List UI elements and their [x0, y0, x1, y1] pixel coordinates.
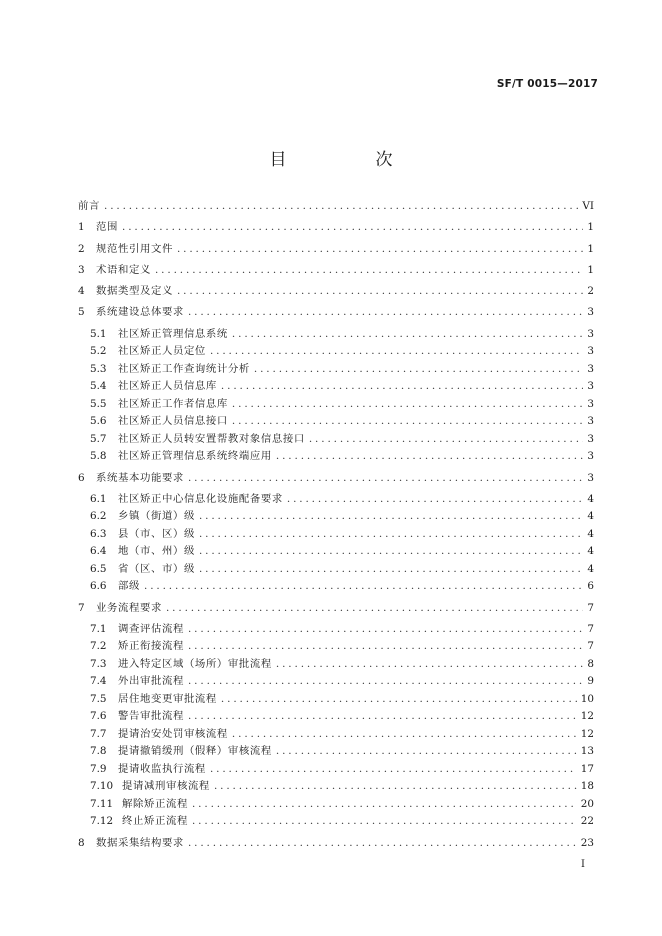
toc-entry[interactable]	[78, 543, 594, 561]
toc-entry-title: 社区矫正人员信息接口	[118, 415, 228, 428]
toc-entry[interactable]	[78, 578, 594, 596]
toc-dot-leader	[309, 431, 584, 449]
toc-entry-number: 5.2	[90, 345, 107, 358]
page-title: 目 次	[269, 150, 429, 170]
toc-entry-number: 6.2	[90, 510, 107, 523]
toc-entry-title: 社区矫正工作者信息库	[118, 397, 228, 410]
toc-dot-leader	[232, 726, 577, 744]
toc-entry-page: 3	[587, 327, 594, 340]
toc-dot-leader	[221, 691, 577, 709]
toc-entry[interactable]	[78, 378, 594, 396]
toc-entry-title: 社区矫正人员定位	[118, 345, 206, 358]
toc-entry-number: 5.3	[90, 362, 107, 375]
toc-entry-page: 1	[587, 263, 594, 276]
toc-entry-page: 3	[587, 397, 594, 410]
toc-entry-page: 3	[587, 362, 594, 375]
toc-dot-leader	[210, 343, 583, 361]
toc-entry[interactable]	[78, 796, 594, 814]
toc-dot-leader	[199, 526, 583, 544]
toc-dot-leader	[287, 491, 584, 509]
toc-entry-title: 解除矫正流程	[122, 797, 188, 810]
toc-dot-leader	[221, 378, 583, 396]
toc-entry[interactable]	[78, 304, 594, 322]
toc-entry-number: 7.3	[90, 657, 107, 670]
toc-entry[interactable]	[78, 262, 594, 280]
toc-entry-page: 20	[580, 797, 594, 810]
toc-entry-page: 4	[587, 545, 594, 558]
toc-entry[interactable]	[78, 198, 594, 216]
toc-entry-title: 提请减刑审核流程	[122, 780, 210, 793]
toc-entry-page: 3	[587, 415, 594, 428]
toc-entry-title: 地（市、州）级	[118, 545, 195, 558]
toc-entry-number: 6.3	[90, 527, 107, 540]
toc-entry[interactable]	[78, 743, 594, 761]
toc-entry-page: 3	[587, 450, 594, 463]
toc-entry-page: 3	[587, 471, 594, 484]
toc-dot-leader	[177, 283, 583, 301]
toc-dot-leader	[188, 835, 577, 853]
toc-entry-title: 县（市、区）级	[118, 527, 195, 540]
toc-dot-leader	[214, 778, 577, 796]
toc-entry[interactable]	[78, 761, 594, 779]
toc-dot-leader	[192, 813, 577, 831]
toc-entry-title: 范围	[96, 221, 118, 234]
toc-entry-number: 5.1	[90, 327, 107, 340]
toc-entry-number: 7.11	[90, 797, 114, 810]
toc-entry-number: 7.1	[90, 622, 107, 635]
toc-entry-number: 4	[78, 285, 85, 298]
toc-entry-number: 7.9	[90, 762, 107, 775]
toc-entry-page: 12	[580, 727, 594, 740]
toc-entry-number: 7	[78, 601, 85, 614]
toc-entry[interactable]	[78, 219, 594, 237]
toc-entry-title: 乡镇（街道）级	[118, 510, 195, 523]
toc-entry-page: 13	[580, 745, 594, 758]
toc-entry-title: 规范性引用文件	[96, 242, 173, 255]
toc-dot-leader	[155, 262, 583, 280]
toc-entry-title: 调查评估流程	[118, 622, 184, 635]
toc-entry[interactable]	[78, 621, 594, 639]
toc-dot-leader	[192, 796, 577, 814]
toc-entry-title: 社区矫正管理信息系统	[118, 327, 228, 340]
toc-entry-page: 4	[587, 562, 594, 575]
toc-entry[interactable]	[78, 691, 594, 709]
toc-entry-title: 社区矫正管理信息系统终端应用	[118, 450, 272, 463]
toc-entry-title: 术语和定义	[96, 263, 151, 276]
toc-entry-title: 社区矫正人员信息库	[118, 380, 217, 393]
table-of-contents	[78, 198, 594, 852]
toc-entry-title: 居住地变更审批流程	[118, 692, 217, 705]
toc-entry[interactable]	[78, 283, 594, 301]
toc-entry-title: 社区矫正工作查询统计分析	[118, 362, 250, 375]
toc-dot-leader	[188, 621, 583, 639]
toc-entry-number: 3	[78, 263, 85, 276]
toc-entry-page: 22	[580, 815, 594, 828]
toc-entry-title: 数据采集结构要求	[96, 836, 184, 849]
toc-entry-title: 省（区、市）级	[118, 562, 195, 575]
toc-entry[interactable]	[78, 448, 594, 466]
toc-dot-leader	[188, 708, 577, 726]
toc-entry-title: 矫正衔接流程	[118, 640, 184, 653]
toc-entry-title: 部级	[118, 580, 140, 593]
toc-entry-page: 4	[587, 492, 594, 505]
toc-entry-page: 7	[587, 601, 594, 614]
page-number: I	[581, 859, 585, 870]
toc-dot-leader	[104, 198, 578, 216]
toc-entry-page: 3	[587, 306, 594, 319]
toc-entry-title: 提请收监执行流程	[118, 762, 206, 775]
toc-entry-page: 18	[580, 780, 594, 793]
toc-entry[interactable]	[78, 396, 594, 414]
toc-entry-title: 进入特定区域（场所）审批流程	[118, 657, 272, 670]
toc-dot-leader	[188, 673, 583, 691]
toc-entry-number: 7.10	[90, 780, 114, 793]
toc-entry-title: 终止矫正流程	[122, 815, 188, 828]
toc-dot-leader	[199, 561, 583, 579]
toc-entry-number: 2	[78, 242, 85, 255]
toc-entry-number: 5.5	[90, 397, 107, 410]
toc-dot-leader	[188, 638, 583, 656]
toc-entry[interactable]	[78, 508, 594, 526]
toc-entry[interactable]	[78, 491, 594, 509]
toc-entry[interactable]	[78, 361, 594, 379]
toc-entry-title: 警告审批流程	[118, 710, 184, 723]
toc-entry-page: 10	[580, 692, 594, 705]
toc-entry-page: 8	[587, 657, 594, 670]
toc-entry-page: 6	[587, 580, 594, 593]
toc-entry-page: 23	[580, 836, 594, 849]
toc-dot-leader	[254, 361, 583, 379]
toc-entry-page: 1	[587, 242, 594, 255]
toc-dot-leader	[276, 448, 584, 466]
toc-entry-page: VI	[582, 200, 594, 212]
toc-entry-title: 提请治安处罚审核流程	[118, 727, 228, 740]
toc-dot-leader	[210, 761, 577, 779]
toc-entry-number: 5	[78, 306, 85, 319]
toc-entry-number: 5.8	[90, 450, 107, 463]
toc-dot-leader	[232, 413, 583, 431]
toc-entry[interactable]	[78, 778, 594, 796]
toc-entry-number: 7.8	[90, 745, 107, 758]
toc-entry[interactable]	[78, 600, 594, 618]
toc-entry-number: 7.12	[90, 815, 114, 828]
toc-entry[interactable]	[78, 413, 594, 431]
toc-dot-leader	[144, 578, 583, 596]
toc-entry-number: 7.5	[90, 692, 107, 705]
toc-entry-title: 业务流程要求	[96, 601, 162, 614]
toc-entry[interactable]	[78, 835, 594, 853]
toc-entry-number: 6.4	[90, 545, 107, 558]
toc-dot-leader	[177, 241, 583, 259]
toc-entry[interactable]	[78, 708, 594, 726]
toc-entry-number: 5.7	[90, 432, 107, 445]
toc-entry[interactable]	[78, 726, 594, 744]
toc-dot-leader	[199, 508, 583, 526]
toc-entry[interactable]	[78, 326, 594, 344]
toc-entry[interactable]	[78, 656, 594, 674]
standard-code: SF/T 0015—2017	[496, 78, 598, 90]
toc-entry-page: 4	[587, 527, 594, 540]
toc-dot-leader	[199, 543, 583, 561]
toc-dot-leader	[276, 656, 584, 674]
toc-entry[interactable]	[78, 526, 594, 544]
toc-entry-number: 6	[78, 471, 85, 484]
toc-entry-page: 1	[587, 221, 594, 234]
toc-entry-number: 5.6	[90, 415, 107, 428]
toc-entry-page: 7	[587, 640, 594, 653]
toc-entry-number: 7.7	[90, 727, 107, 740]
toc-entry-title: 外出审批流程	[118, 675, 184, 688]
toc-entry-page: 3	[587, 380, 594, 393]
toc-entry-title: 提请撤销缓刑（假释）审核流程	[118, 745, 272, 758]
toc-dot-leader	[188, 304, 583, 322]
toc-entry[interactable]	[78, 343, 594, 361]
toc-entry[interactable]	[78, 673, 594, 691]
toc-dot-leader	[232, 396, 583, 414]
toc-dot-leader	[188, 470, 583, 488]
toc-entry-number: 1	[78, 221, 85, 234]
toc-entry-title: 社区矫正人员转安置帮教对象信息接口	[118, 432, 305, 445]
toc-entry-title: 社区矫正中心信息化设施配备要求	[118, 492, 283, 505]
toc-dot-leader	[122, 219, 583, 237]
toc-entry[interactable]	[78, 638, 594, 656]
toc-entry-number: 7.4	[90, 675, 107, 688]
toc-entry[interactable]	[78, 561, 594, 579]
toc-entry-page: 12	[580, 710, 594, 723]
toc-entry-number: 6.6	[90, 580, 107, 593]
toc-entry-page: 2	[587, 285, 594, 298]
toc-entry-number: 5.4	[90, 380, 107, 393]
toc-entry-number: 6.1	[90, 492, 107, 505]
toc-entry[interactable]	[78, 431, 594, 449]
toc-dot-leader	[276, 743, 577, 761]
toc-dot-leader	[166, 600, 583, 618]
toc-entry-page: 17	[580, 762, 594, 775]
toc-entry-number: 7.2	[90, 640, 107, 653]
toc-entry-title: 数据类型及定义	[96, 285, 173, 298]
toc-entry-page: 7	[587, 622, 594, 635]
toc-entry-number: 6.5	[90, 562, 107, 575]
toc-entry-title: 系统基本功能要求	[96, 471, 184, 484]
toc-entry-number: 7.6	[90, 710, 107, 723]
toc-entry[interactable]	[78, 470, 594, 488]
toc-entry[interactable]	[78, 813, 594, 831]
toc-entry-page: 4	[587, 510, 594, 523]
toc-entry-title: 系统建设总体要求	[96, 306, 184, 319]
toc-dot-leader	[232, 326, 583, 344]
toc-entry-page: 3	[587, 432, 594, 445]
toc-entry-page: 3	[587, 345, 594, 358]
toc-entry-number: 8	[78, 836, 85, 849]
toc-entry[interactable]	[78, 241, 594, 259]
toc-entry-title: 前言	[78, 200, 100, 212]
toc-entry-page: 9	[587, 675, 594, 688]
